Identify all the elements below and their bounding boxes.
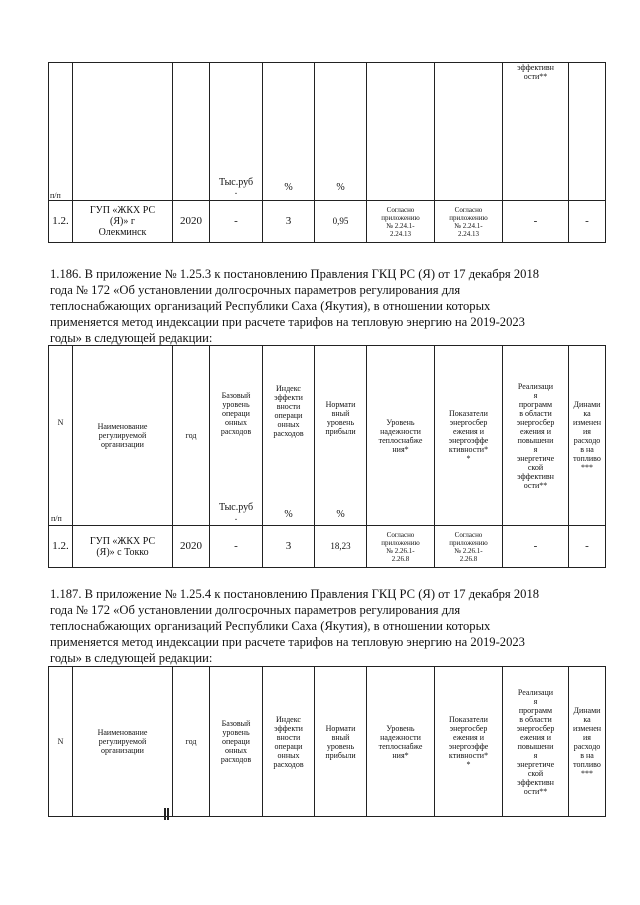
header-year: год xyxy=(173,667,210,817)
paragraph-1-187: 1.187. В приложение № 1.25.4 к постановлению Правления ГКЦ РС (Я) от 17 декабря 2018 года № 172 «Об установлении долгосрочных параметров регулирования для теплоснабжающих организаций Республики Саха (Якутия), в отношении которых применяется метод индексации при расчете тарифов на тепловую энергию на 2019-2023 годы» в следующей редакции: xyxy=(50,587,540,665)
row-index: 1.2. xyxy=(49,526,73,568)
header-org xyxy=(73,63,173,201)
header-unit-thousand-rub: Тыс.руб . xyxy=(218,502,254,523)
header-reliability: Уровень надежности теплоснабже ния* xyxy=(367,346,435,526)
row-program: - xyxy=(503,526,569,568)
row-reliability: Согласно приложению № 2.24.1- 2.24.13 xyxy=(367,201,435,243)
header-unit-percent: % xyxy=(284,509,293,520)
paragraph-1-186: 1.186. В приложение № 1.25.3 к постановлению Правления ГКЦ РС (Я) от 17 декабря 2018 года № 172 «Об установлении долгосрочных параметров регулирования для теплоснабжающих организаций Республики Саха (Якутия), в отношении которых применяется метод индексации при расчете тарифов на тепловую энергию на 2019-2023 годы» в следующей редакции: xyxy=(50,267,540,345)
header-efficiency-index-label: Индекс эффекти вности операци онных расходов xyxy=(273,384,304,438)
header-year: год xyxy=(173,346,210,526)
header-energy-saving: Показатели энергосбер ежения и энергоэффе ктивности* * xyxy=(435,667,503,817)
header-org: Наименование регулируемой организации xyxy=(73,346,173,526)
row-profit: 18,23 xyxy=(315,526,367,568)
row-dynamics: - xyxy=(569,526,606,568)
header-unit-percent: % xyxy=(336,509,345,520)
header-reliability: Уровень надежности теплоснабже ния* xyxy=(367,667,435,817)
header-index-pp: п/п xyxy=(51,514,62,523)
header-unit-thousand-rub: Тыс.руб . xyxy=(210,63,263,201)
row-energy-saving: Согласно приложению № 2.26.1- 2.26.8 xyxy=(435,526,503,568)
row-dynamics: - xyxy=(569,201,606,243)
table-tokko xyxy=(48,345,606,568)
header-dynamics: Динами ка изменен ия расходо в на топливо *** xyxy=(569,346,606,526)
header-program: Реализаци я программ в области энергосбер ежения и повышени я энергетиче ской эффективн ости** xyxy=(503,667,569,817)
row-efficiency-index: 3 xyxy=(263,526,315,568)
header-index: п/п xyxy=(49,63,73,201)
table-row xyxy=(49,526,606,568)
row-base-level: - xyxy=(210,526,263,568)
header-base-level: Базовый уровень операци онных расходов xyxy=(210,667,263,817)
row-energy-saving: Согласно приложению № 2.24.1- 2.24.13 xyxy=(435,201,503,243)
header-index xyxy=(49,346,73,526)
row-index: 1.2. xyxy=(49,201,73,243)
header-efficiency-index xyxy=(263,346,315,526)
table-header-row xyxy=(49,63,606,201)
header-profit: Нормати вный уровень прибыли xyxy=(315,667,367,817)
header-index: N xyxy=(49,667,73,817)
row-org: ГУП «ЖКХ РС (Я)» с Токко xyxy=(73,526,173,568)
row-base-level: - xyxy=(210,201,263,243)
header-index-n: N xyxy=(57,418,64,427)
header-energy-saving xyxy=(435,63,503,201)
header-base-level xyxy=(210,346,263,526)
table-header-row xyxy=(49,667,606,817)
header-org: Наименование регулируемой организации xyxy=(73,667,173,817)
header-dynamics xyxy=(569,63,606,201)
scan-mark xyxy=(164,808,169,820)
table-next xyxy=(48,666,606,817)
row-efficiency-index: 3 xyxy=(263,201,315,243)
table-olekminsk xyxy=(48,62,606,243)
row-year: 2020 xyxy=(173,201,210,243)
row-year: 2020 xyxy=(173,526,210,568)
header-program: Реализаци я программ в области энергосбер ежения и повышени я энергетиче ской эффективн ости** xyxy=(503,346,569,526)
header-reliability xyxy=(367,63,435,201)
table-row xyxy=(49,201,606,243)
header-unit-percent: % xyxy=(315,63,367,201)
header-efficiency-index: Индекс эффекти вности операци онных расходов xyxy=(263,667,315,817)
row-program: - xyxy=(503,201,569,243)
row-reliability: Согласно приложению № 2.26.1- 2.26.8 xyxy=(367,526,435,568)
row-org: ГУП «ЖКХ РС (Я)» г Олекминск xyxy=(73,201,173,243)
header-base-level-label: Базовый уровень операци онных расходов xyxy=(220,391,252,436)
header-profit xyxy=(315,346,367,526)
header-energy-saving: Показатели энергосбер ежения и энергоэффе ктивности* * xyxy=(435,346,503,526)
header-profit-label: Нормати вный уровень прибыли xyxy=(325,400,356,436)
header-program: эффективн ости** xyxy=(503,63,569,201)
table-header-row xyxy=(49,346,606,526)
header-dynamics: Динами ка изменен ия расходо в на топливо *** xyxy=(569,667,606,817)
header-year xyxy=(173,63,210,201)
row-profit: 0,95 xyxy=(315,201,367,243)
header-unit-percent: % xyxy=(263,63,315,201)
